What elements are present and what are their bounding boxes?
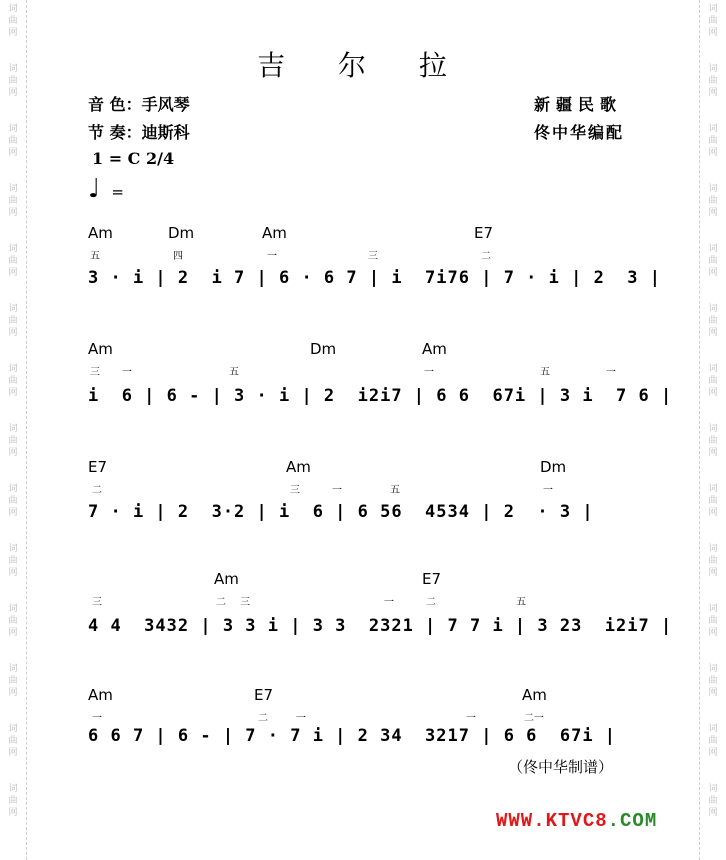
notation-row: 4 4 3432 | 3 3 i | 3 3 2321 | 7 7 i | 3 23 i2i7 | [88,616,673,636]
chord-symbol: Am [262,224,287,242]
watermark-char: 网 [708,628,718,638]
fingering-mark: 三 [240,597,250,608]
watermark-char: 词 [708,64,718,74]
chord-symbol: Am [88,224,113,242]
watermark-char: 网 [8,28,18,38]
website-url[interactable] [496,810,657,832]
watermark-char: 网 [8,568,18,578]
watermark-char: 词 [708,544,718,554]
watermark-char: 网 [708,268,718,278]
fingering-mark: 三 [92,597,102,608]
watermark-char: 网 [8,748,18,758]
score-line-1 [0,222,726,342]
fingering-mark: 一 [267,251,277,262]
watermark-char: 词 [8,64,18,74]
score-line-2 [0,338,726,458]
chord-symbol: Dm [540,458,567,476]
fingering-mark: 五 [229,367,239,378]
watermark-char: 曲 [708,796,718,806]
fingering-mark: 三 [90,367,100,378]
chord-symbol: Am [522,686,547,704]
watermark-char: 曲 [708,676,718,686]
fingering-mark: 四 [173,251,183,262]
watermark-char: 曲 [8,16,18,26]
watermark-char: 词 [708,4,718,14]
chord-symbol: Am [286,458,311,476]
watermark-char: 网 [8,268,18,278]
watermark-char: 曲 [708,76,718,86]
watermark-char: 曲 [8,436,18,446]
watermark-char: 词 [708,244,718,254]
fingering-mark: 一 [122,367,132,378]
watermark-char: 词 [708,484,718,494]
watermark-char: 网 [708,88,718,98]
watermark-char: 网 [708,448,718,458]
watermark-char: 曲 [708,136,718,146]
watermark-char: 词 [708,724,718,734]
watermark-char: 网 [708,808,718,818]
fingering-mark: 二一 [524,713,544,724]
watermark-char: 曲 [8,256,18,266]
watermark-char: 词 [708,304,718,314]
watermark-char: 网 [708,388,718,398]
watermark-char: 网 [708,28,718,38]
chord-symbol: E7 [254,686,274,704]
watermark-char: 曲 [708,376,718,386]
notation-row: i 6 | 6 - | 3 · i | 2 i2i7 | 6 6 67i | 3 i 7 6 | [88,386,673,406]
watermark-char: 词 [708,184,718,194]
timbre-label: 音 色：手风琴 [88,95,190,114]
chord-symbol: Am [88,340,113,358]
watermark-char: 网 [8,208,18,218]
fingering-mark: 五 [540,367,550,378]
watermark-char: 网 [8,148,18,158]
arranger: 佟中华编配 [534,123,625,142]
watermark-char: 网 [8,328,18,338]
watermark-char: 网 [708,568,718,578]
watermark-char: 词 [708,784,718,794]
score-line-5 [0,684,726,804]
watermark-char: 词 [708,664,718,674]
watermark-char: 词 [8,244,18,254]
watermark-char: 曲 [8,796,18,806]
watermark-char: 网 [708,148,718,158]
website-prefix: WWW. [496,810,546,832]
watermark-char: 词 [8,724,18,734]
website-suffix: .COM [607,810,658,832]
watermark-char: 曲 [708,496,718,506]
fingering-mark: 二 [258,713,268,724]
key-signature: 1 = C 2/4 [92,149,175,168]
watermark-char: 曲 [708,196,718,206]
watermark-char: 词 [8,604,18,614]
watermark-char: 词 [8,184,18,194]
watermark-char: 曲 [708,16,718,26]
watermark-char: 曲 [708,256,718,266]
song-origin: 新疆民歌 [534,95,623,114]
watermark-char: 曲 [8,76,18,86]
watermark-char: 曲 [8,736,18,746]
score-line-3 [0,456,726,576]
watermark-char: 曲 [8,496,18,506]
quarter-note-icon: ♩ [88,174,101,204]
tempo-equals: = [111,183,124,201]
watermark-char: 网 [708,208,718,218]
fingering-mark: 一 [466,713,476,724]
watermark-char: 曲 [8,316,18,326]
chord-symbol: E7 [422,570,442,588]
watermark-char: 网 [8,388,18,398]
watermark-char: 词 [8,784,18,794]
watermark-char: 曲 [8,676,18,686]
watermark-char: 曲 [708,736,718,746]
score-line-4 [0,568,726,688]
watermark-char: 网 [8,808,18,818]
chord-symbol: E7 [474,224,494,242]
fingering-mark: 一 [92,713,102,724]
watermark-char: 词 [8,124,18,134]
fingering-mark: 二 [92,485,102,496]
watermark-char: 曲 [8,136,18,146]
fingering-mark: 三 [368,251,378,262]
tempo-marking [88,176,124,202]
watermark-char: 词 [8,664,18,674]
watermark-char: 曲 [8,616,18,626]
watermark-char: 网 [8,88,18,98]
fingering-mark: 一 [424,367,434,378]
watermark-char: 词 [8,4,18,14]
fingering-mark: 二 [481,251,491,262]
watermark-char: 词 [708,124,718,134]
chord-symbol: Am [422,340,447,358]
notation-row: 3 · i | 2 i 7 | 6 · 6 7 | i 7i76 | 7 · i | 2 3 | [88,268,661,288]
watermark-char: 词 [8,304,18,314]
watermark-char: 网 [8,448,18,458]
watermark-char: 网 [8,628,18,638]
watermark-char: 词 [8,424,18,434]
notation-row: 7 · i | 2 3·2 | i 6 | 6 56 4534 | 2 · 3 | [88,502,594,522]
watermark-char: 词 [8,364,18,374]
watermark-char: 网 [708,508,718,518]
rhythm-label: 节 奏：迪斯科 [88,123,190,142]
chord-symbol: Am [214,570,239,588]
watermark-char: 曲 [708,616,718,626]
transcriber-credit: （佟中华制谱） [508,758,614,776]
watermark-char: 网 [8,688,18,698]
chord-symbol: Am [88,686,113,704]
watermark-char: 网 [708,748,718,758]
website-brand: KTVC8 [545,810,608,832]
fingering-mark: 二 [426,597,436,608]
watermark-char: 词 [708,364,718,374]
watermark-char: 曲 [8,556,18,566]
fingering-mark: 五 [90,251,100,262]
watermark-char: 词 [8,484,18,494]
notation-row: 6 6 7 | 6 - | 7 · 7 i | 2 34 3217 | 6 6 67i | [88,726,617,746]
fingering-mark: 三 [290,485,300,496]
chord-symbol: E7 [88,458,108,476]
watermark-char: 词 [708,424,718,434]
watermark-char: 网 [708,688,718,698]
fingering-mark: 一 [606,367,616,378]
fingering-mark: 一 [384,597,394,608]
watermark-char: 曲 [8,376,18,386]
watermark-char: 曲 [708,316,718,326]
watermark-char: 网 [8,508,18,518]
watermark-char: 词 [708,604,718,614]
fingering-mark: 一 [332,485,342,496]
watermark-char: 曲 [708,436,718,446]
watermark-char: 曲 [8,196,18,206]
fingering-mark: 一 [543,485,553,496]
song-title: 吉 尔 拉 [257,49,469,82]
fingering-mark: 五 [516,597,526,608]
watermark-char: 曲 [708,556,718,566]
fingering-mark: 二 [216,597,226,608]
fingering-mark: 五 [390,485,400,496]
chord-symbol: Dm [168,224,195,242]
watermark-char: 词 [8,544,18,554]
fingering-mark: 一 [296,713,306,724]
watermark-char: 网 [708,328,718,338]
chord-symbol: Dm [310,340,337,358]
